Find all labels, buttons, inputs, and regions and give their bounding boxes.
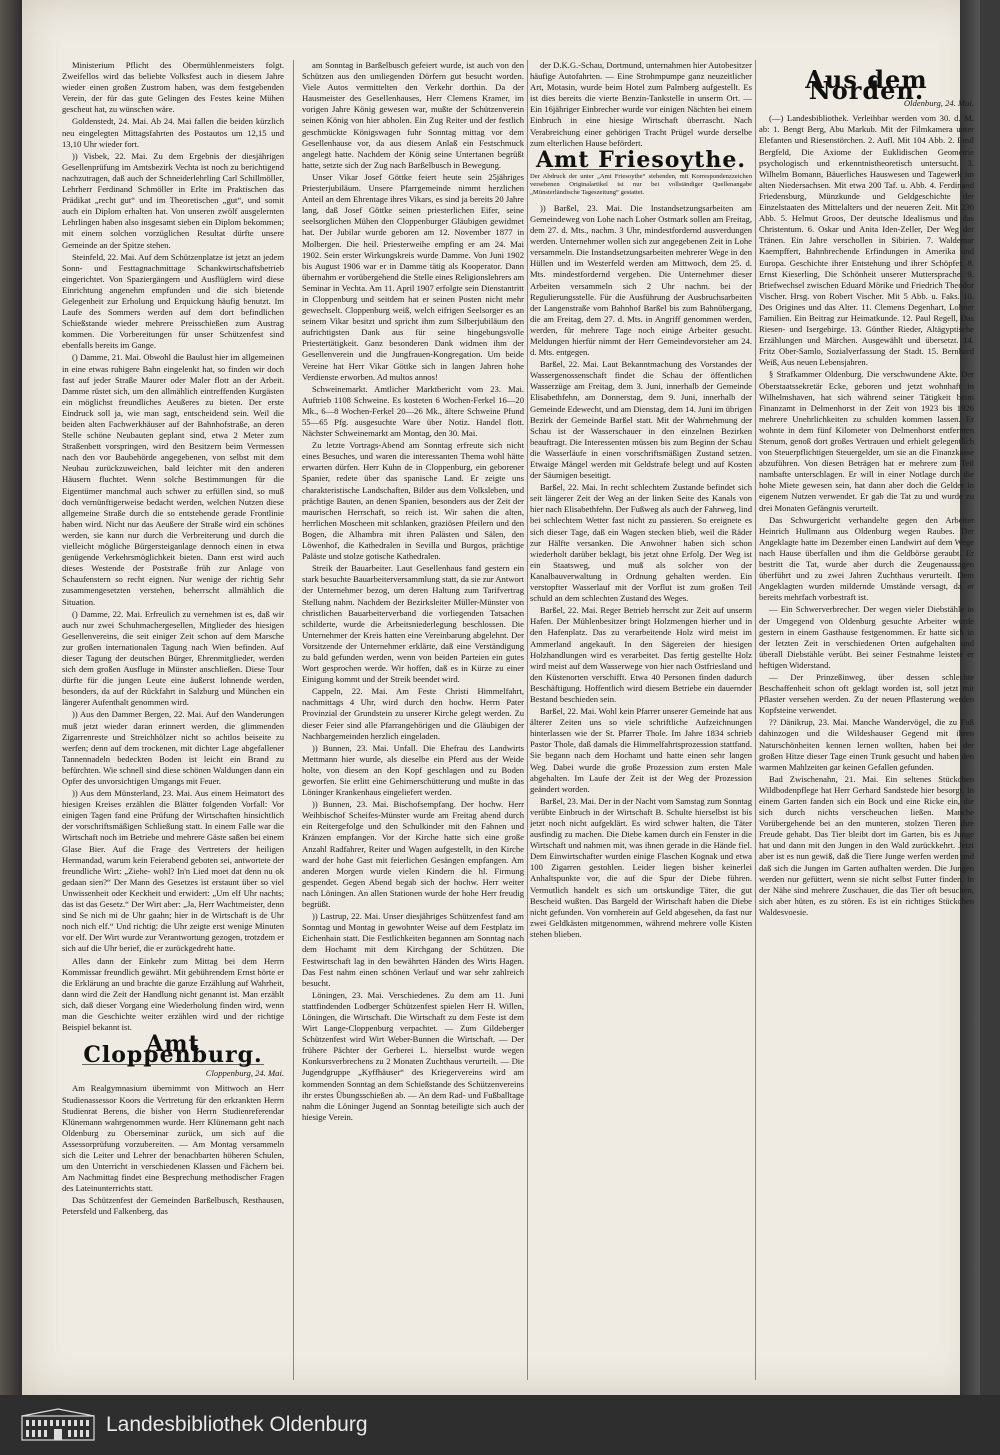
column-2-paragraphs: [302, 60, 524, 1123]
article-paragraph: () Damme, 22. Mai. Erfreulich zu vernehmen ist es, daß wir auch nur zwei Schuhmachergesellen, Mitglieder des hiesigen Gesellenvereins, die seit einiger Zeit schon auf dem Marsche zur großen internationalen Tagung nach Wien befinden. Auf dieser Tagung der deutschen Bürger, Ehrenmitglieder, werden sich dem großen Ausfluge in Münster anschließen. Diese Tour dürfte für die jungen Leute eine äußerst lohnende werden, besonders, da auf der Rückfahrt in Salzburg und München ein längerer Aufenthalt genommen wird.: [62, 608, 284, 708]
article-paragraph: der D.K.G.-Schau, Dortmund, unternahmen hier Autobesitzer häufige Autofahrten. — Eine Strohmpumpe ganz neuzeitlicher Art, Motasin, wurde beim Hotel zum Palmberg aufgestellt. Es ist dies bereits die vierte Benzin-Tankstelle in unserm Ort. — Ein 16jähriger Einbrecher wurde vor einigen Nächten bei einem Einbruch in eine hiesige Wirtschaft überrascht. Nach Verabreichung einer gehörigen Tracht Prügel wurde derselbe zum elterlichen Hause befördert.: [530, 60, 752, 148]
article-paragraph: Unser Vikar Josef Göttke feiert heute sein 25jähriges Priesterjubiläum. Unsere Pfarrgemeinde nimmt herzlichen Anteil an dem Ehrentage ihres Vikars, es sind ja bereits 20 Jahre lang, daß Josef Göttke seinen priesterlichen Eifer, seine seelsorglichen Mühen den Cloppenburger Gläubigen gewidmet hat. Der Jubilar wurde geboren am 12. November 1877 in Molbergen. Die heil. Priesterweihe empfing er am 24. Mai 1902. Sein erster Wirkungskreis wurde Damme. Von Juni 1902 bis August 1906 war er in Damme tätig als Kooperator. Dann übernahm er vorübergehend die Stelle eines Religionslehrers am Seminar in Vechta. Am 11. April 1907 erfolgte sein Dienstantritt in Cloppenburg und seitdem hat er seinen Posten nicht mehr gewechselt. Cloppenburg weiß, welch eifrigen Seelsorger es an seinem Vikar besitzt und spricht ihm zum Silberjubiläum den aufrichtigsten Dank aus für seine hingebungsvolle Priestertätigkeit. Ganz besonderen Dank widmen ihm der Gesellenverein und die Jungfrauen-Kongregation. Um beide Vereine hat Herr Vikar Göttke sich in langen Jahren hohe Verdienste erworben. Ad multos annos!: [302, 171, 524, 382]
dateline: Oldenburg, 24. Mai.: [903, 98, 974, 109]
article-paragraph: Ministerium Pflicht des Obermühlenmeisters folgt. Zweifellos wird das beliebte Volksfest auch in diesem Jahre wieder einen großen Zustrom haben, was dem festgebenden Verein, der für das gute Gelingen des Festes keine Mühen gescheut hat, zu wünschen wäre.: [62, 60, 284, 115]
scan-left-edge: [0, 0, 22, 1395]
column-2: [302, 60, 524, 1380]
cloppenburg-paragraphs: [62, 1083, 284, 1217]
article-paragraph: — Ein Schwerverbrecher. Der wegen vieler Diebstähle in der Umgegend von Oldenburg gesuchte Arbeiter wurde gestern in einem Gasthause festgenommen. Er hatte sich in der letzten Zeit in verschiedenen Orten aufgehalten und überall Diebstähle verübt. Bei seiner Festnahme leistete er heftigen Widerstand.: [759, 604, 974, 670]
article-paragraph: () Damme, 21. Mai. Obwohl die Baulust hier im allgemeinen in eine etwas ruhigere Bahn eingelenkt hat, so finden wir doch fast auf jeder Straße Maurer oder Maler flott an der Arbeit. Damme rüstet sich, um den allmählich eintreffenden Kurgästen ein möglichst freundliches Aeußeres zu bieten. Der erste Eindruck soll ja, wie man sagt, entscheidend sein. Weil die beiden alten Fachwerkhäuser auf der Bahnhofstraße, an deren Stelle schöne Neubauten geplant sind, etwa 2 Meter zum Straßenbett vorspringen, wird den Besitzern beim Vermessen nach den vor Baubehörde angegebenen, von selbst mit dem Neubau zurückzuweichen, bald leichter mit den anderen Häusern fluchtet. Wenn solche Bestimmungen für die Eigentümer manchmal auch schwer zu erfüllen sind, so muß doch vernünftigerweise bedacht werden, welchen Nutzen diese allgemeine Straße durch die so entstehende gerade Frontlinie haben wird. Nicht nur das Aeußere der Straße wird ein schönes werden, sie kann nur durch die Verbreiterung und durch die vielleicht mögliche Bürgersteiganlage dennoch einen in etwa genügende Verkehrsmöglichkeit bieten. Dann erst wird auch dieses Westende der Poststraße früh zur Anlage von Schaufenstern so recht eignen. Nur wenige der richtig Sehr zusammengesetzten verstehen, beherrscht allmählich die Situation.: [62, 352, 284, 607]
column-3: [530, 60, 752, 1380]
column-rule: [293, 60, 294, 1380]
article-paragraph: (—) Landesbibliothek. Verleihbar werden vom 30. d. M. ab: 1. Bengt Berg, Abu Markub. Mit der Filmkamera unter Elefanten und Riesenstörchen. 2. Aufl. Mit 104 Abb. 2. Emil Bergfeld, Die Axiome der Euklidischen Geometrie psychologisch und erkenntnistheoretisch untersucht. 3. Wilhelm Bomann, Bäuerliches Hauswesen und Tagewerk im alten Niedersachsen. Mit etwa 200 Taf. u. Abb. 4. Ferdinand Friedensburg, Münzkunde und Geldgeschichte der Einzelstaaten des Mittelalters und der neueren Zeit. Mit 230 Abb. 5. Helmut Groos, Der deutsche Idealismus und das Christentum. 6. Oskar und Anita Iden-Zeller, Der Weg der Tränen. Ein Jahre verschollen in Sibirien. 7. Waldemar Kaempffert, Bahnbrechende Erfindungen in Amerika und Europa. Geschichte ihrer Entstehung und ihrer Schöpfer. 8. Ernst Kieserling, Die Schönheit unserer Muttersprache. 9. Briefwechsel zwischen Eduard Mörike und Friedrich Theodor Vischer. Hrsg. von Robert Vischer. Mit 5 Abb. u. Faks. 10. Des Origines und das Alter. 11. Clemens Degenhart, Lohner Familien. Ein Beitrag zur Heimatkunde. 12. Paul Regell, Das Riesen- und Isergebirge. 13. Günther Rieder, Altägyptische Erzählungen und Märchen. Ausgewählt und übersetzt. 14. Fritz Ober-Samlo, Sozialverfassung der Stadt. 15. Bernhard Weiß, Aus neuen Lebensjahren.: [759, 113, 974, 368]
column-4: [759, 60, 974, 1380]
column-rule: [755, 60, 756, 1380]
friesoythe-paragraphs: [530, 203, 752, 940]
article-paragraph: Barßel, 22. Mai. Wohl kein Pfarrer unserer Gemeinde hat aus älterer Zeiten uns so viele schriftliche Aufzeichnungen hinterlassen wie der St. Pfarrer Thole. Im Jahre 1834 schrieb Pastor Thole, daß damals die Himmelfahrtsprozession stattfand. Sie begann nach dem Hochamt und hatte einen sehr langen Weg. Dabei wurde die große Prozession zum ersten Male abgehalten. Im Laufe der Zeit ist der Weg der Prozession geändert worden.: [530, 706, 752, 794]
library-name: Landesbibliothek Oldenburg: [106, 1413, 368, 1436]
article-paragraph: Alles dann der Einkehr zum Mittag bei dem Herrn Kommissar freundlich gewährt. Mit gebührendem Ernst hörte er die Erklärung an und brachte die ganze Erzählung auf Wahrheit, dann wird die Zeit der Handlung nicht genannt ist. Man erzählt sich, daß dieser Vorgang eine Wiederholung finden wird, wenn man die Geschichte weiter erzählen wird und der richtige Beispiel bekannt ist.: [62, 955, 284, 1033]
article-paragraph: Das Schützenfest der Gemeinden Barßelbusch, Resthausen, Petersfeld und Falkenberg, das: [62, 1195, 284, 1217]
article-paragraph: § Strafkammer Oldenburg. Die verschwundene Akte. Der Oberstaatssekretär Ecke, geboren und jetzt wohnhaft in Wilhelmshaven, hat sich während seiner Tätigkeit beim Finanzamt in Delmenhorst in der Zeit von 1923 bis 1926 mehrere Unehrlichkeiten zu schulden kommen lassen. Er wohnte in dem fünf Kilometer von Delmenhorst entfernten Stenum, genoß dort großes Vertrauen und erhielt gelegentlich von Steuerpflichtigen Steuergelder, um sie an die Finanzkasse abzuführen. Von diesen Beträgen hat er mehrere zum Teil nambafte unterschlagen. Er will in einer Notlage durch die hohe Miete gewesen sein, hat dann aber doch die Gelder in eigenem Nutzen verwendet. Er gab die Tat zu und wurde zu drei Monaten Gefängnis verurteilt.: [759, 369, 974, 513]
article-paragraph: Goldenstedt, 24. Mai. Ab 24. Mai fallen die beiden kürzlich neu eingelegten Mittagsfahrten des Postautos um 12,15 und 13,10 Uhr wieder fort.: [62, 116, 284, 149]
article-paragraph: Zu letzte Vortrags-Abend am Sonntag erfreute sich nicht eines Besuches, und waren die interessanten Thema wohl hätte erwarten dürfen. Herr Kuhn de in Cloppenburg, ein geborener Spanier, redete über das spanische Land. Er zeigte uns charakteristische Landschaften, Bilder aus dem Volksleben, und prächtige Bauten, an denen Spanien, besonders aus der Zeit der maurischen Herrschaft, so reich ist. Wir sahen die alten, herrlichen Moscheen mit schlanken, graziösen Pfeilern und den Bogen, die Alhambra mit ihren Palästen und Sälen, den Löwenhof, die Kathedralen in Sevilla und Burgos, prächtige Paläste und stolze gotische Kathedralen.: [302, 440, 524, 562]
article-paragraph: )) Lastrup, 22. Mai. Unser diesjähriges Schützenfest fand am Sonntag und Montag in gewohnter Weise auf dem Festplatz im Eichenhain statt. Die Festlichkeiten begannen am Sonntag nach dem Hochamt mit dem Kirchgang der Schützen. Die Festwirtschaft lag in den bewährten Händen des Wirts Hagen. Das Fest nahm einen schönen Verlauf und war sehr zahlreich besucht.: [302, 911, 524, 988]
column-1-paragraphs: [62, 60, 284, 1033]
page-columns: [62, 60, 977, 1380]
article-paragraph: Barßel, 22. Mai. In recht schlechtem Zustande befindet sich seit längerer Zeit der Weg an der linken Seite des Kanals von hier nach Elisabethfehn. Der Fußweg als auch der Fahrweg, lind bei schlechtem Wetter fast nicht zu passieren. So ereignete es sich dieser Tage, daß ein Wagen stecken blieb, weil die Räder zur Hälfte versanken. Die Anwohner haben sich schon wiederholt darüber beklagt, bis jetzt ohne Erfolg. Der Weg ist ein Staatsweg, und muß als solcher von der Kanalbauverwaltung in Ordnung gehalten werden. Ein verstopfter Wasserlauf mit der Vorflut ist zum großen Teil schuld an dem schlechten Zustand des Weges.: [530, 482, 752, 604]
section-head-friesoythe: Amt Friesoythe.: [535, 146, 746, 173]
article-paragraph: )) Visbek, 22. Mai. Zu dem Ergebnis der diesjährigen Gesellenprüfung im Amtsbezirk Vechta ist noch zu berichtigend nachzutragen, daß auch der Schneiderlehrling Carl Schillmöller, Lehrherr Ferdinand Schmöller in Erlte im Praktischen das Prädikat „recht gut“ und im Theoretischen „gut“, und somit auch ein Diplom erhalten hat. Von unseren zwölf ausgelernten Lehrlingen haben also insgesamt sieben ein Diplom bekommen; mit einem solchen vorzüglichen Resultat dürfte unsere Gemeinde an der Spitze stehen.: [62, 150, 284, 250]
article-paragraph: Das Schwurgericht verhandelte gegen den Arbeiter Heinrich Hullmann aus Oldenburg wegen Raubes. Der Angeklagte hatte im Dezember einen Landwirt auf dem Wege nach Hause überfallen und ihm die Geldbörse geraubt. Er bestritt die Tat, wurde aber durch die Zeugenaussagen überführt und zu zwei Jahren Zuchthaus verurteilt. Dem Angeklagten wurden mildernde Umstände versagt, da er bereits mehrfach vorbestraft ist.: [759, 514, 974, 603]
section-head-norden: Aus dem Norden.: [805, 65, 928, 106]
newspaper-page: [22, 0, 980, 1395]
column-rule: [527, 60, 528, 1380]
reprint-note: Der Abdruck der unter „Amt Friesoythe“ stehenden, mit Korrespondenzzeichen versehenen Originalartikel ist nur bei vollständiger Quellenangabe „Münsterländische Tageszeitung“ gestattet.: [530, 172, 752, 196]
article-paragraph: Schweinemarkt. Amtlicher Marktbericht vom 23. Mai. Auftrieb 1108 Schweine. Es kosteten 6 Wochen-Ferkel 16—20 Mk., 6—8 Wochen-Ferkel 20—26 Mk., ältere Schweine Pfund 55—65 Pfg. ausgesuchte Ware über Notiz. Handel flott. Nächster Schweinemarkt am Montag, den 30. Mai.: [302, 383, 524, 439]
article-paragraph: am Sonntag in Barßelbusch gefeiert wurde, ist auch von den Schützen aus den umliegenden Dörfern gut besucht worden. Viele Autos vermittelten den Verkehr dorthin. Da der Hausmeister des Gesellenhauses, Herr Clemens Kramer, im vorigen Jahre König gewesen war, mußte der Schützenverein seinen König von hier abholen. Ein Zug Reiter und der festlich geschmückte Königswagen fuhr Sonntag mittag vor dem Gesellenhause vor, da aus diesem Anlaß ein Festschmuck angelegt hatte. Nachdem der König seine Untertanen begrüßt hatte, setzte sich der Zug nach Barßelbusch in Bewegung.: [302, 60, 524, 170]
article-paragraph: Am Realgymnasium übernimmt von Mittwoch an Herr Studienassessor Koors die Vertretung für den erkrankten Herrn Studienrat Berens, die bisher von Herrn Studienreferendar Klünemann wahrgenommen wurde. Herr Klünemann geht nach Oldenburg zu Oberseminar zurück, um sich auf die Assessorprüfung vorzubereiten. — Am Montag versammeln sich die Leiter und Lehrer der benachbarten höheren Schulen, um den Unterricht in verschiedenen Klassen und Fächern bei. Am Nachmittag findet eine Besprechung methodischer Fragen des Lateinunterrichts statt.: [62, 1083, 284, 1194]
article-paragraph: Bad Zwischenahn, 21. Mai. Ein seltenes Stückchen Wildbodenpflege hat Herr Gerhard Sandstede hier besorgt. In einem Garten fanden sich ein Bock und eine Ricke ein, die sich durch nichts verscheuchen ließen. Manche Vorübergehende bei an den munteren, stolzen Tieren ihre Freude gehabt. Das Tier bleibt dort im Garten, bis es Junge hat und dann mit den Jungen in den Wald zurückkehrt. Jetzt aber ist es nun gewiß, daß die Tiere Junge werfen werden und daß sich die Jungen im Garten aufhalten werden. Die Jungen werden nur gefüttert, wenn sie nicht selbst Futter finden. In der Nähe sind mehrere Zuschauer, die das Tier oft besuchen, sich aber hüten, es zu stören. Es ist ein richtiges Stückchen Waldesvoesie.: [759, 773, 974, 917]
article-paragraph: Streik der Bauarbeiter. Laut Gesellenhaus fand gestern ein stark besuchte Bauarbeiterversammlung statt, da sie zur Antwort der Unternehmer bezog, um deren Haltung zum Tarifvertrag Stellung nahm. Nachdem der Bezirksleiter Müller-Münster von christlichen Bauarbeiterverband die vorliegenden Tatsachen schilderte, wurde die Arbeitsniederlegung beschlossen. Die Unternehmer der Kreis hatten eine Vereinbarung abgelehnt. Der Vorsitzende der Unternehmer erklärte, daß eine Verständigung zu bald gefunden werden, wenn von beiden Parteien ein gutes Wort gesprochen werde. Wir hoffen, daß es in Kürze zu einer Einigung kommt und der Streik beendet wird.: [302, 563, 524, 685]
article-paragraph: Cappeln, 22. Mai. Am Feste Christi Himmelfahrt, nachmittags 4 Uhr, wird durch den hochw. Herrn Pater Provinzial der Grundstein zu unserer Kirche gelegt werden. Zu dieser Feier sind alle Pfarrangehörigen und die Gläubigen der Nachbargemeinden herzlich eingeladen.: [302, 686, 524, 741]
article-paragraph: ?? Dänikrup, 23. Mai. Manche Wandervögel, die zu Fuß dahinzogen und die Wildeshauser Gegend mit ihren Naturschönheiten kennen lernen wollten, haben bei der großen Hitze dieser Tage einen Trunk gesucht und haben den warmen Mahlzeiten gar keinen Gefallen gefunden.: [759, 717, 974, 772]
article-paragraph: — Der Prinzeßinweg, über dessen schlechte Beschaffenheit schon oft geklagt worden ist, soll jetzt mit Pflaster versehen werden. Zu der neuen Pflasterung werden Kopfsteine verwendet.: [759, 671, 974, 716]
article-paragraph: Löningen, 23. Mai. Verschiedenes. Zu dem am 11. Juni stattfindenden Lodberger Schützenfest spielen Herr H. Willen, Löningen, die Wirtschaft. Die Wirtschaft zu dem Feste ist dem Wirt Lange-Cloppenburg verpachtet. — Zum Gildeberger Schützenfest wird Wirt Weber-Bunnen die Wirtschaft. — Der frühere Pächter der Gerberei L. hierselbst wurde wegen Konkursverbrechens zu 2 Monaten Zuchthaus verurteilt. — Die Jugendgruppe „Kyffhäuser“ des Kriegervereins wird am kommenden Sonntag an dem Schießstande des Schützenvereins ihr erstes Übungsschießen ab. — An dem Rad- und Fußballtage nahm die Löninger Jugend an Sonntag beteiligte sich auch der hiesige Verein.: [302, 989, 524, 1122]
library-building-icon: [20, 1408, 96, 1442]
article-paragraph: Barßel, 22. Mai. Laut Bekanntmachung des Vorstandes der Wassergenossenschaft findet die Schau der öffentlichen Wasserzüge am Freitag, dem 3. Juni, innerhalb der Gemeinde Elisabethfehn, am Donnerstag, dem 9. Juni, innerhalb der Gemeinde Edewecht, und am Dienstag, dem 14. Juni im übrigen Bezirk der Gemeinde Barßel statt. Mit der Wahrnehmung der Schau ist der Wasserschauer in den einzelnen Bezirken beauftragt. Die Interessenten müssen bis zum Beginn der Schau die Wasserläufe in einen vorschriftsmäßigen Zustand setzen. Etwaige Mängel werden mit Geldstrafe belegt und auf Kosten der Säumigen beseitigt.: [530, 359, 752, 481]
column-4-paragraphs: [759, 113, 974, 918]
article-paragraph: Barßel, 23. Mai. Der in der Nacht vom Samstag zum Sonntag verübte Einbruch in der Wirtschaft B. Schulte hierselbst ist bis jetzt noch nicht aufgeklärt. Es wird schwer halten, die Täter ausfindig zu machen. Die Diebe kamen durch ein Fenster in die Wirtschaft und nahmen mit, was ihnen gerade in die Hände fiel. Dem Einwirtschafter wurden einige Flaschen Kognak und etwa 100 Zigarren gestohlen. Leider liegen bisher keinerlei Anhaltspunkte vor, die auf die Spur der Diebe führen. Vermutlich handelt es sich um ortskundige Täter, die gut Bescheid wußten. Das Bargeld der Wirtschaft haben die Diebe nicht gefunden. Von vornherein auf Geld abgesehen, da fast nur zwei Geldkästen mitgenommen, während mehrere volle Kisten stehen blieben.: [530, 795, 752, 939]
article-paragraph: )) Bunnen, 23. Mai. Unfall. Die Ehefrau des Landwirts Mettmann hier wurde, als dieselbe ein Pferd aus der Weide holte, von diesem an den Kopf geschlagen und zu Boden geworfen. Sie erlitt eine Gehirnerschütterung und mußte in das Löninger Krankenhaus eingeliefert werden.: [302, 742, 524, 798]
article-paragraph: )) Barßel, 23. Mai. Die Instandsetzungsarbeiten am Gemeindeweg von Lohe nach Loher Ostmark sollen am Freitag, dem 27. d. Mts., nachm. 3 Uhr, mindestfordernd ausverdungen werden. Unternehmer wollen sich zur angegebenen Zeit in Lohe versammeln. Die Instandsetzungsarbeiten mehrerer Wege in den Hüllen und im Westerfeld werden am Mittwoch, dem 25. d. Mts. mindestfordernd vergeben. Die Unternehmer dieser Arbeiten versammeln sich 2 Uhr nachm. bei der Regulierungsstelle. Für die Ausführung der Ausbruchsarbeiten der Langenstraße vom Bahnhof Barßel bis zum Bahnübergang, die am Freitag, dem 27. d. Mts. in Angriff genommen werden, werden, für mehrere Tage noch einige Arbeiter gesucht. Meldungen hierfür nimmt der Herr Gemeindevorsteher am 24. d. Mts. entgegen.: [530, 202, 752, 358]
column-3-paragraphs: [530, 60, 752, 149]
column-1: [62, 60, 284, 1380]
article-paragraph: Barßel, 22. Mai. Reger Betrieb herrscht zur Zeit auf unserm Hafen. Der Mühlenbesitzer bringt Holzmengen hierher und in den Hafenplatz. Das zu verarbeitende Holz wird meist im Ammerland angekauft. In den Sägereien der hiesigen Holzhandlungen wird es verarbeitet. Das fertig gestellte Holz wird meist auf dem Wasserwege von hier nach Ostfriesland und den Küstenorten verschifft. Etwa 40 Personen finden dadurch Beschäftigung. Hoffentlich wird diesem Betriebe ein dauernder Bestand beschieden sein.: [530, 605, 752, 704]
article-paragraph: )) Aus den Dammer Bergen, 22. Mai. Auf den Wanderungen muß jetzt wieder daran erinnert werden, die glimmenden Zigarrenreste und Streichhölzer nicht so achtlos beiseite zu werfen; denn auf dem trockenen, mit dichter Lage abgefallener Tannennadeln bedeckten Boden ist leicht ein Brand zu befürchten. Wie schnell sind diese schönen Waldungen dann ein Opfer des unvorsichtigen Umgangs mit Feuer.: [62, 709, 284, 786]
article-paragraph: )) Aus dem Münsterland, 23. Mai. Aus einem Heimatort des hiesigen Kreises erzählen die Blätter folgenden Vorfall: Vor einigen Tagen fand eine Prüfung der Wirtschaften hinsichtlich der vorschriftsmäßigen Schließung statt. In einem Falle war die Wirtschaft noch im Betriebe und mehrere Gäste saßen bei einem Glase Bier. Auf die Frage des Vertreters der heiligen Hermandad, warum kein Feierabend geboten sei, antwortete der freundliche Wirt: „Ziehe- wohl? In'n Lied moet dat denn nu ok gedaan sien?“ Der Mann des Gesetzes ist erstaunt über so viel Unwissenheit oder Keckheit und erwidert: „Um elf Uhr nachts; das ist das Gesetz.“ Der Wirt aber: „Ja, Herr Wachtmeister, denn sind Se nich mi de Uhr gaahn; hier in de Wirtschaft is de Uhr noch nich elf.“ Und richtig: die Uhr zeigte erst wenige Minuten vor elf. Der Wirt wurde zur Verantwortung gezogen, trotzdem er sich auf die Uhr berief, die er zurückgedreht hatte.: [62, 788, 284, 954]
article-paragraph: )) Bunnen, 23. Mai. Bischofsempfang. Der hochw. Herr Weihbischof Scheifes-Münster wurde am Freitag abend durch ein Reitergefolge und den Schulkinder mit den Fahnen und Kränzen empfangen. Vor der Kirche hatte sich eine große Anzahl Radfahrer, Reiter und Wagen aufgestellt, in den Kirche ward der hohe Gast mit feierlichen Gesängen empfangen. Am anderen Morgen wurde vielen Kindern die hl. Firmung gespendet. Gegen Abend begab sich der hochw. Herr weiter nach Löningen. An allen Stationen wurde der hohe Herr freudig begrüßt.: [302, 799, 524, 910]
dateline: Cloppenburg, 24. Mai.: [205, 1068, 284, 1079]
article-paragraph: Steinfeld, 22. Mai. Auf dem Schützenplatze ist jetzt an jedem Sonn- und Festtagnachmittage Schankwirtschaftsbetrieb eingerichtet. Von Spaziergängern und Ausflüglern wird diese Einrichtung angenehm empfunden und die sich bietende Gelegenheit zur Erholung und Erquickung häufig benutzt. Im Laufe des Sommers werden auf dem dort befindlichen Schießstande wieder mehrere Preisschießen zum Austrag kommen. Die Vorbereitungen für unser Schützenfest sind ebenfalls bereits im Gange.: [62, 251, 284, 351]
section-head-cloppenburg: Amt Cloppenburg.: [83, 1031, 263, 1069]
